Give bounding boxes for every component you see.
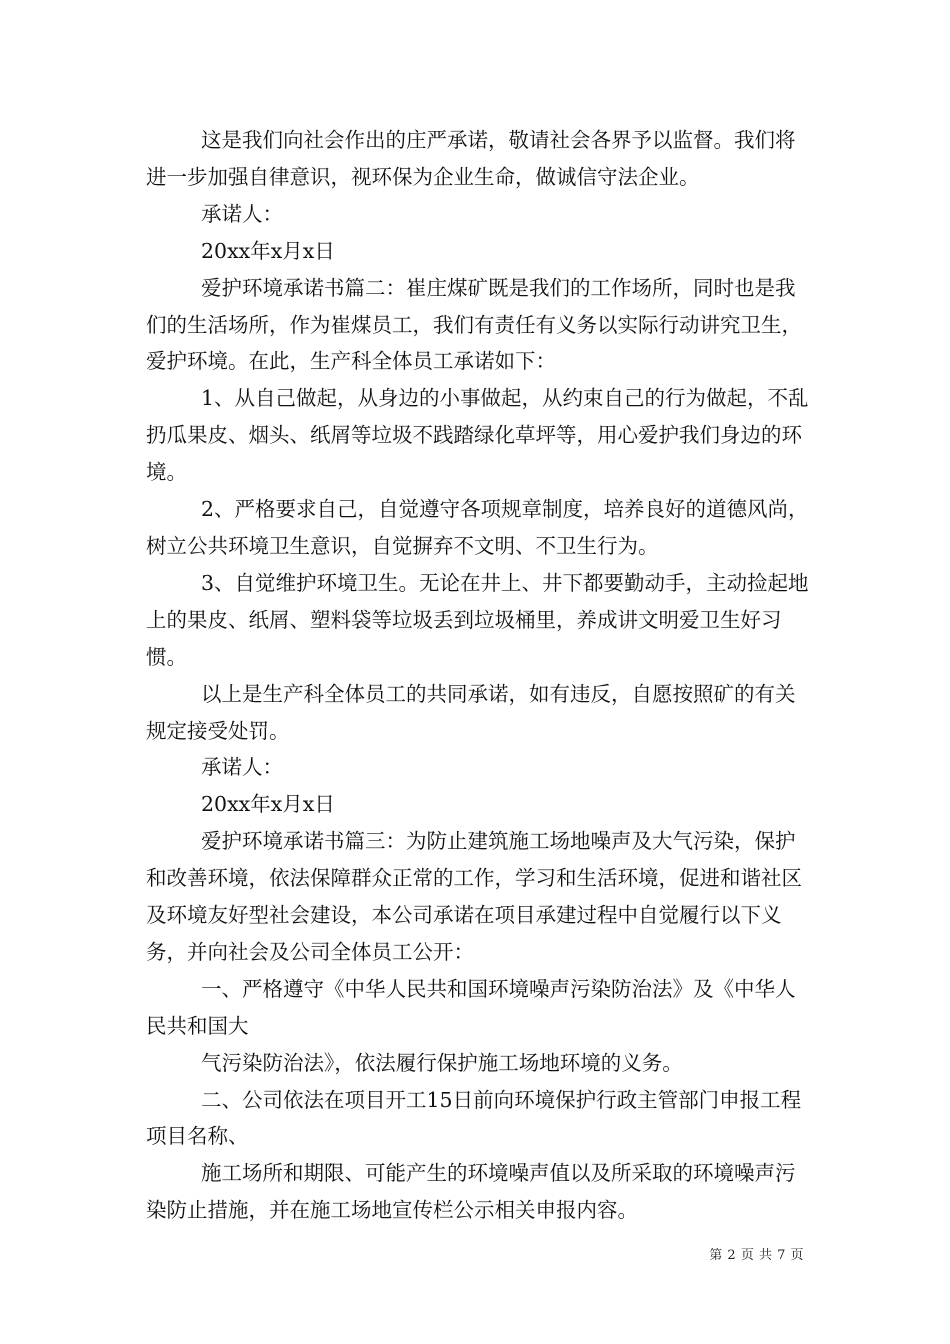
paragraph: 气污染防治法》，依法履行保护施工场地环境的义务。 (201, 1050, 683, 1075)
document-body (146, 122, 814, 1229)
paragraph: 爱护环境承诺书篇二：崔庄煤矿既是我们的工作场所，同时也是我们的生活场所，作为崔煤员工，我们有责任有义务以实际行动讲究卫生，爱护环境。在此，生产科全体员工承诺如下： (146, 275, 802, 374)
paragraph: 一、严格遵守《中华人民共和国环境噪声污染防治法》及《中华人民共和国大 (146, 976, 796, 1038)
paragraph: 1、从自己做起，从身边的小事做起，从约束自己的行为做起，不乱扔瓜果皮、烟头、纸屑等垃圾不践踏绿化草坪等，用心爱护我们身边的环境。 (146, 386, 809, 485)
paragraph: 2、严格要求自己，自觉遵守各项规章制度，培养良好的道德风尚，树立公共环境卫生意识，自觉摒弃不文明、不卫生行为。 (146, 497, 809, 558)
paragraph: 爱护环境承诺书篇三：为防止建筑施工场地噪声及大气污染，保护和改善环境，依法保障群众正常的工作，学习和生活环境，促进和谐社区及环境友好型社会建设，本公司承诺在项目承建过程中自觉履行以下义务，并向社会及公司全体员工公开： (146, 829, 802, 964)
paragraph: 承诺人： (201, 755, 283, 780)
paragraph: 20xx年x月x日 (201, 238, 335, 263)
paragraph: 承诺人： (201, 201, 283, 226)
paragraph: 这是我们向社会作出的庄严承诺，敬请社会各界予以监督。我们将进一步加强自律意识，视环保为企业生命，做诚信守法企业。 (146, 128, 796, 189)
paragraph: 施工场所和期限、可能产生的环境噪声值以及所采取的环境噪声污染防止措施，并在施工场地宣传栏公示相关申报内容。 (146, 1161, 796, 1223)
paragraph: 20xx年x月x日 (201, 792, 335, 817)
paragraph: 二、公司依法在项目开工15日前向环境保护行政主管部门申报工程项目名称、 (146, 1087, 802, 1149)
paragraph: 以上是生产科全体员工的共同承诺，如有违反，自愿按照矿的有关规定接受处罚。 (146, 681, 796, 743)
page-number: 第 2 页 共 7 页 (709, 1248, 804, 1263)
paragraph: 3、自觉维护环境卫生。无论在井上、井下都要勤动手，主动捡起地上的果皮、纸屑、塑料袋等垃圾丢到垃圾桶里，养成讲文明爱卫生好习惯。 (146, 570, 809, 669)
